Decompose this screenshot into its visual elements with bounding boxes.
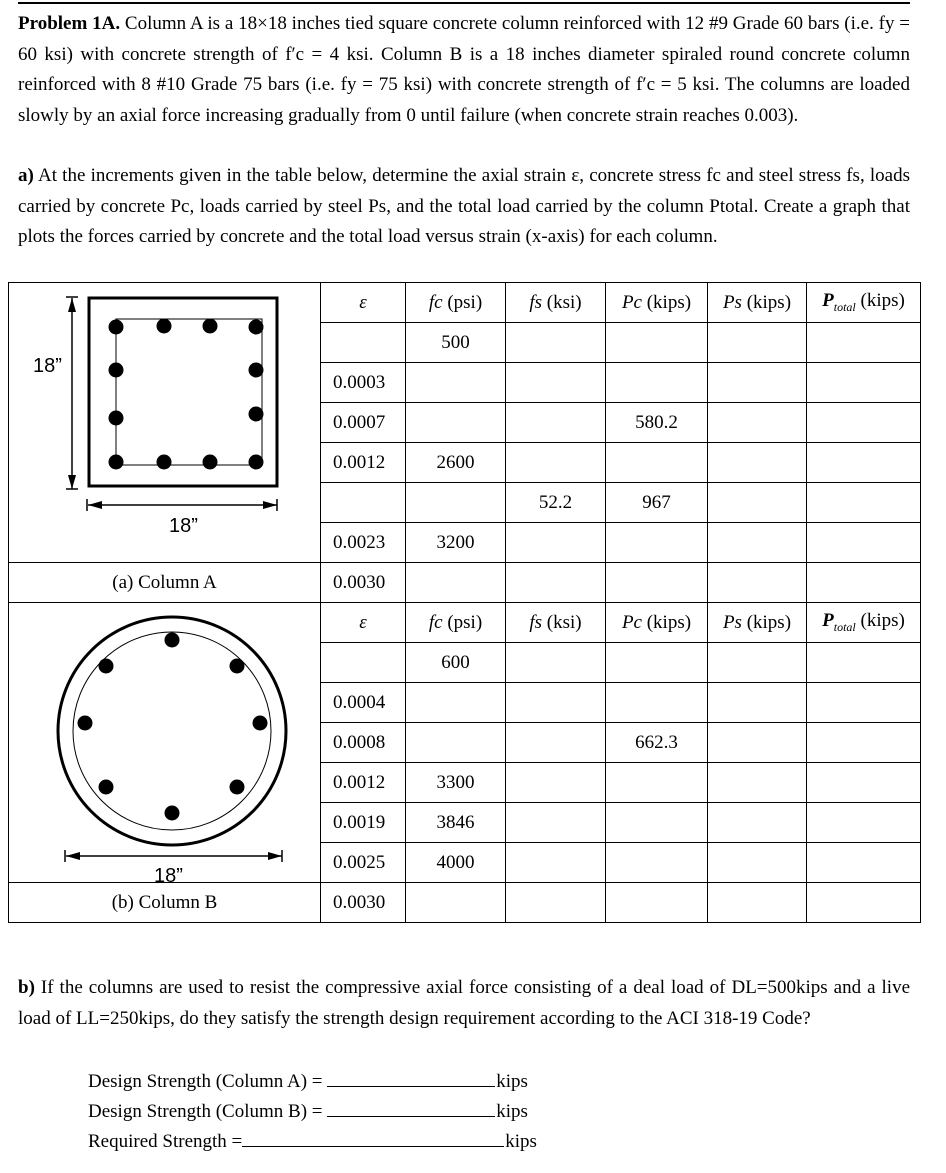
column-b-caption: (b) Column B: [9, 883, 321, 923]
table-row: 0.0012 3300: [9, 763, 921, 803]
table-row: 0.0023 3200: [9, 523, 921, 563]
rebar-dots: [109, 319, 264, 470]
table-row: 0.0025 4000: [9, 843, 921, 883]
table-row: 0.0019 3846: [9, 803, 921, 843]
top-rule: [18, 2, 910, 4]
column-a-figure: [9, 283, 321, 563]
table-row: (b) Column B 0.0030: [9, 883, 921, 923]
table-row: 0.0012 2600: [9, 443, 921, 483]
answer-blank-a[interactable]: [327, 1066, 495, 1087]
part-b: [18, 973, 910, 1034]
problem-label: Problem 1A.: [18, 13, 121, 34]
header-pc: Pc (kips): [606, 283, 708, 323]
column-a-height-label: 18”: [33, 355, 62, 377]
column-a-caption: (a) Column A: [9, 563, 321, 603]
problem-intro-text: Column A is a 18×18 inches tied square concrete column reinforced with 12 #9 Grade 60 bars (i.e. fy = 60 ksi) with concrete strength of f′c = 4 ksi. Column B is a 18 inches diameter spiraled round concrete column reinforced with 8 #10 Grade 75 bars (i.e. fy = 75 ksi) with concrete strength of f′c = 5 ksi. The columns are loaded slowly by an axial force increasing gradually from 0 until failure (when concrete strain reaches 0.003).: [18, 13, 910, 126]
table-row: 500: [9, 323, 921, 363]
results-table: [8, 282, 921, 923]
column-b-header-row: 18” ε fc (psi) fs (ksi) Pc (kips) Ps (kips) $P_{total}$ (kips): [9, 603, 921, 643]
answer-blank-b[interactable]: [327, 1096, 495, 1117]
column-b-diameter-label: 18”: [154, 865, 183, 887]
table-row: 0.0008 662.3: [9, 723, 921, 763]
answer-column-b: Design Strength (Column B) = kips: [88, 1096, 528, 1127]
part-a-text: At the increments given in the table below, determine the axial strain ε, concrete stress fc and steel stress fs, loads carried by concrete Pc, loads carried by steel Ps, and the total load carried by the column Ptotal. Create a graph that plots the forces carried by concrete and the total load versus strain (x-axis) for each column.: [18, 165, 910, 247]
header-ps: Ps (kips): [708, 283, 807, 323]
table-row: 0.0003: [9, 363, 921, 403]
part-a-label: a): [18, 165, 34, 186]
column-b-drawing: [9, 603, 321, 890]
answer-column-a: Design Strength (Column A) = kips: [88, 1066, 528, 1097]
column-a-drawing: [9, 283, 321, 570]
answer-blank-required[interactable]: [242, 1126, 504, 1147]
header-eps: ε: [321, 283, 406, 323]
part-b-label: b): [18, 977, 35, 998]
column-a-width-label: 18”: [169, 515, 198, 537]
table-row: 52.2 967: [9, 483, 921, 523]
column-a-header-row: [9, 283, 921, 323]
table-row: 600: [9, 643, 921, 683]
table-row: (a) Column A 0.0030: [9, 563, 921, 603]
part-b-text: If the columns are used to resist the compressive axial force consisting of a deal load of DL=500kips and a live load of LL=250kips, do they satisfy the strength design requirement according to the ACI 318-19 Code?: [18, 977, 911, 1029]
column-b-figure: [9, 603, 321, 887]
rebar-dots: [78, 633, 268, 821]
header-fc: fc (psi): [406, 283, 506, 323]
answer-required: Required Strength = kips: [88, 1126, 537, 1157]
header-ptotal: $P_{total}$ (kips): [807, 283, 921, 323]
table-row: 0.0007 580.2: [9, 403, 921, 443]
header-fs: fs (ksi): [506, 283, 606, 323]
problem-intro: [18, 9, 910, 131]
table-row: 0.0004: [9, 683, 921, 723]
part-a: [18, 161, 910, 253]
